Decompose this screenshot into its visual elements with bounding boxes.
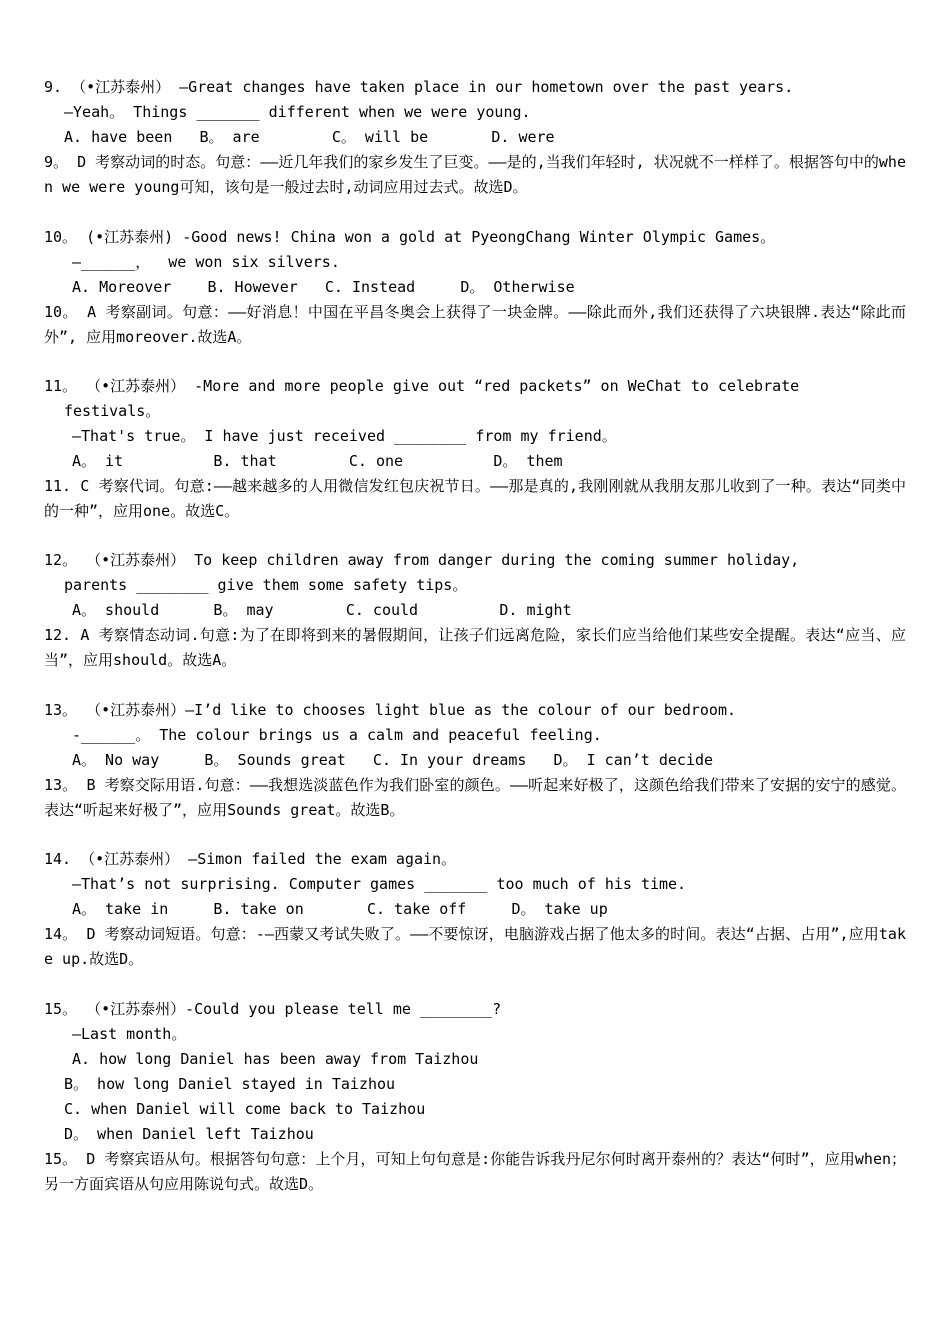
question-10 [44, 225, 906, 350]
question-stem: festivals。 [64, 402, 161, 420]
answer-options: A。 it B. that C. one D。 them [72, 452, 563, 470]
answer-explanation: 9。 D 考察动词的时态。句意：——近几年我们的家乡发生了巨变。——是的,当我们年轻时, 状况就不一样样了。根据答句中的when we were young可知，该句是一般过去时,动词应用过去式。故选D。 [44, 153, 906, 196]
answer-options: A. Moreover B. However C. Instead D。 Otherwise [72, 278, 575, 296]
answer-option: D。 when Daniel left Taizhou [64, 1125, 314, 1143]
answer-options: A。 take in B. take on C. take off D。 take up [72, 900, 608, 918]
question-stem: —Yeah。 Things _______ different when we were young. [64, 103, 531, 121]
question-13 [44, 698, 906, 823]
question-stem: 13。 （•江苏泰州）—I’d like to chooses light blue as the colour of our bedroom. [44, 701, 737, 719]
answer-options: A。 No way B。 Sounds great C. In your dreams D。 I can’t decide [72, 751, 714, 769]
question-stem: 10。 (•江苏泰州) -Good news! China won a gold at PyeongChang Winter Olympic Games。 [44, 228, 776, 246]
question-stem: 11。 （•江苏泰州） -More and more people give out “red packets” on WeChat to celebrate [44, 377, 800, 395]
question-stem: —Last month。 [72, 1025, 187, 1043]
question-9 [44, 75, 906, 200]
question-stem: 15。 （•江苏泰州）-Could you please tell me ________? [44, 1000, 502, 1018]
question-stem: 12。 （•江苏泰州） To keep children away from danger during the coming summer holiday, [44, 551, 800, 569]
question-stem: 14. （•江苏泰州） —Simon failed the exam again。 [44, 850, 457, 868]
question-stem: -______。 The colour brings us a calm and peaceful feeling. [72, 726, 602, 744]
answer-explanation: 10。 A 考察副词。句意：——好消息！中国在平昌冬奥会上获得了一块金牌。——除此而外,我们还获得了六块银牌.表达“除此而外”, 应用moreover.故选A。 [44, 303, 906, 346]
question-14 [44, 847, 906, 972]
answer-option: A. how long Daniel has been away from Taizhou [72, 1050, 479, 1068]
question-stem: —That's true。 I have just received ________ from my friend。 [72, 427, 617, 445]
answer-explanation: 15。 D 考察宾语从句。根据答句句意：上个月，可知上句句意是:你能告诉我丹尼尔何时离开泰州的？表达“何时”，应用when；另一方面宾语从句应用陈说句式。故选D。 [44, 1150, 906, 1193]
question-15 [44, 997, 906, 1197]
answer-option: C. when Daniel will come back to Taizhou [64, 1100, 426, 1118]
answer-explanation: 12. A 考察情态动词.句意:为了在即将到来的暑假期间，让孩子们远离危险，家长们应当给他们某些安全提醒。表达“应当、应当”，应用should。故选A。 [44, 626, 906, 669]
answer-explanation: 13。 B 考察交际用语.句意：——我想选淡蓝色作为我们卧室的颜色。——听起来好极了，这颜色给我们带来了安据的安宁的感觉。表达“听起来好极了”，应用Sounds great。故选B。 [44, 776, 906, 819]
question-stem: —That’s not surprising. Computer games _______ too much of his time. [72, 875, 687, 893]
question-11 [44, 374, 906, 524]
answer-options: A. have been B。 are C。 will be D. were [64, 128, 555, 146]
answer-explanation: 14。 D 考察动词短语。句意：-—西蒙又考试失败了。——不要惊讶，电脑游戏占据了他太多的时间。表达“占据、占用”,应用take up.故选D。 [44, 925, 906, 968]
question-stem: parents ________ give them some safety tips。 [64, 576, 468, 594]
question-12 [44, 548, 906, 673]
question-stem: 9. （•江苏泰州） —Great changes have taken place in our hometown over the past years. [44, 78, 794, 96]
answer-option: B。 how long Daniel stayed in Taizhou [64, 1075, 396, 1093]
question-stem: —______， we won six silvers. [72, 253, 340, 271]
answer-explanation: 11. C 考察代词。句意:——越来越多的人用微信发红包庆祝节日。——那是真的,我刚刚就从我朋友那儿收到了一种。表达“同类中的一种”，应用one。故选C。 [44, 477, 906, 520]
answer-options: A。 should B。 may C. could D. might [72, 601, 572, 619]
